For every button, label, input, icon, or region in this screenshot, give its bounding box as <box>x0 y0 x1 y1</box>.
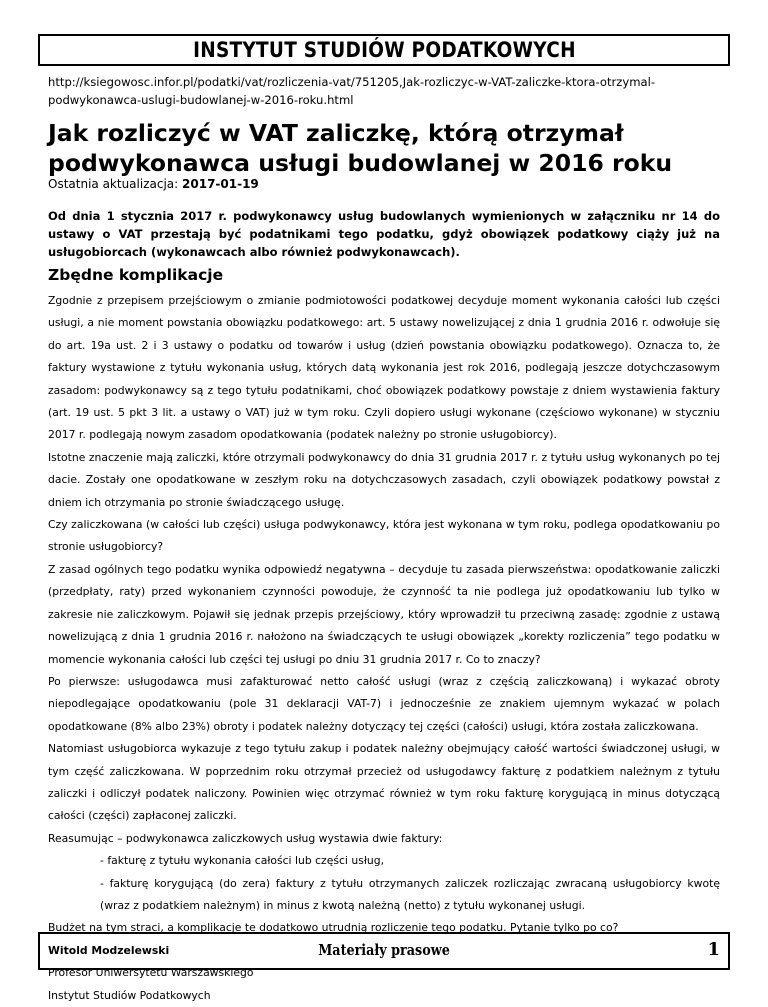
last-updated <box>48 176 259 192</box>
paragraph: Z zasad ogólnych tego podatku wynika odpowiedź negatywna – decyduje tu zasada pierwszeństwa: opodatkowanie zaliczki (przedpłaty, raty) przed wykonaniem czynności powoduje, że czynność ta nie podlega już opodatkowaniu lub tylko w zakresie nie zaliczkowym. Pojawił się jednak przepis przejściowy, który wprowadził tu przeciwną zasadę: zgodnie z ustawą nowelizującą z dnia 1 grudnia 2016 r. nałożono na świadczących te usługi obowiązek „korekty rozliczenia” tego podatku w momencie wykonania całości lub części tej usługi po dniu 31 grudnia 2017 r. Co to znaczy? <box>48 562 720 666</box>
section-heading: Zbędne komplikacje <box>48 266 224 284</box>
list-item: - fakturę z tytułu wykonania całości lub części usług, <box>100 854 385 868</box>
list-item: - fakturę korygującą (do zera) faktury z tytułu otrzymanych zaliczek rozliczając zwracaną usługobiorcy kwotę (wraz z podatkiem należnym) in minus z kwotą należną (netto) z tytułu wykonanej usługi. <box>100 876 720 912</box>
page-number: 1 <box>707 939 720 960</box>
source-url[interactable]: http://ksiegowosc.infor.pl/podatki/vat/rozliczenia-vat/751205,Jak-rozliczyc-w-VAT-zaliczke-ktora-otrzymal-podwykonawca-uslugi-budowlanej-w-2016-roku.html <box>48 75 656 107</box>
article-title: Jak rozliczyć w VAT zaliczkę, którą otrzymał podwykonawca usługi budowlanej w 2016 roku <box>48 119 673 177</box>
author-name: Witold Modzelewski <box>48 943 170 957</box>
paragraph: Istotne znaczenie mają zaliczki, które otrzymali podwykonawcy do dnia 31 grudnia 2017 r. z tytułu usług wykonanych po tej dacie. Zostały one opodatkowane w zeszłym roku na dotychczasowych zasadach, czyli obowiązek podatkowy powstał z dniem ich otrzymania po stronie świadczącego usługę. <box>48 450 720 509</box>
author-position: Profesor Uniwersytetu Warszawskiego <box>48 966 254 980</box>
updated-label: Ostatnia aktualizacja: <box>48 177 179 191</box>
paragraph: Reasumując – podwykonawca zaliczkowych usług wystawia dwie faktury: <box>48 831 443 845</box>
footer-label: Materiały prasowe <box>318 941 450 959</box>
paragraph: Czy zaliczkowana (w całości lub części) usługa podwykonawcy, która jest wykonana w tym roku, podlega opodatkowaniu po stronie usługobiorcy? <box>48 518 720 554</box>
institute-title: INSTYTUT STUDIÓW PODATKOWYCH <box>192 38 576 62</box>
paragraph: Zgodnie z przepisem przejściowym o zmianie podmiotowości podatkowej decyduje moment wykonania całości lub części usługi, a nie moment powstania obowiązku podatkowego: art. 5 ustawy nowelizującej z dnia 1 grudnia 2016 r. odwołuje się do art. 19a ust. 2 i 3 ustawy o podatku od towarów i usług (dzień powstania obowiązku podatkowego). Oznacza to, że faktury wystawione z tytułu wykonania usług, których datą wykonania jest rok 2016, podlegają jeszcze dotychczasowym zasadom: podwykonawcy są z tego tytułu podatnikami, choć obowiązek podatkowy powstaje z dniem wystawienia faktury (art. 19 ust. 5 pkt 3 lit. a ustawy o VAT) już w tym roku. Czyli dopiero usługi wykonane (częściowo wykonane) w styczniu 2017 r. podlegają nowym zasadom opodatkowania (podatek należny po stronie usługobiorcy). <box>48 294 720 442</box>
closing-paragraph: Budżet na tym straci, a komplikacje te dodatkowo utrudnią rozliczenie tego podatku. Pytanie tylko po co? <box>48 921 619 935</box>
updated-date: 2017-01-19 <box>182 177 259 191</box>
footer <box>38 932 730 970</box>
article-body <box>48 290 720 1007</box>
header-banner <box>38 34 730 66</box>
author-institution: Instytut Studiów Podatkowych <box>48 988 211 1002</box>
paragraph: Po pierwsze: usługodawca musi zafakturować netto całość usługi (wraz z częścią zaliczkowaną) i wykazać obroty niepodlegające opodatkowaniu (pole 31 deklaracji VAT-7) i jednocześnie ze znakiem ujemnym wykazać w polach opodatkowane (8% albo 23%) obroty i podatek należny dotyczący tej części (całości) usługi, która została zaliczkowana. <box>48 674 720 733</box>
paragraph: Natomiast usługobiorca wykazuje z tego tytułu zakup i podatek należny obejmujący całość wartości świadczonej usługi, w tym część zaliczkowana. W poprzednim roku otrzymał przecież od usługodawcy fakturę z podatkiem należnym z tytułu zaliczki i odliczył podatek naliczony. Powinien więc otrzymać również w tym roku fakturę korygującą in minus dotyczącą całości (części) zapłaconej zaliczki. <box>48 742 720 823</box>
article-lead: Od dnia 1 stycznia 2017 r. podwykonawcy usług budowlanych wymienionych w załączniku nr 14 do ustawy o VAT przestają być podatnikami tego podatku, gdyż obowiązek podatkowy ciąży już na usługobiorcach (wykonawcach albo również podwykonawcach). <box>48 209 720 259</box>
